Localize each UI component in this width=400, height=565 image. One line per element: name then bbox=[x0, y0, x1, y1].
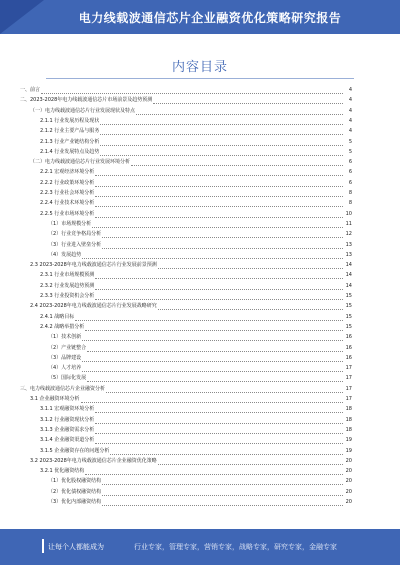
toc-entry-label: 2.2.4 行业技术环境分析 bbox=[40, 200, 95, 207]
toc-entry-page: 15 bbox=[345, 303, 352, 310]
toc-leader-dots bbox=[95, 200, 343, 207]
toc-entry[interactable] bbox=[40, 292, 352, 301]
toc-entry-page: 13 bbox=[345, 241, 352, 248]
toc-entry-page: 4 bbox=[348, 128, 352, 135]
toc-entry[interactable] bbox=[40, 148, 352, 157]
toc-entry-page: 20 bbox=[345, 457, 352, 464]
toc-entry-page: 15 bbox=[345, 323, 352, 330]
toc-entry[interactable] bbox=[48, 364, 352, 373]
toc-leader-dots bbox=[82, 334, 343, 341]
toc-entry-label: 2.2.5 行业市场环境分析 bbox=[40, 210, 95, 217]
toc-entry-page: 11 bbox=[345, 220, 352, 227]
toc-entry[interactable] bbox=[40, 271, 352, 280]
toc-leader-dots bbox=[95, 293, 343, 300]
toc-leader-dots bbox=[106, 386, 343, 393]
toc-entry-page: 4 bbox=[348, 107, 352, 114]
toc-entry-label: 2.3.3 行业投资机会分析 bbox=[40, 293, 95, 299]
toc-leader-dots bbox=[87, 375, 343, 382]
toc-entry-page: 15 bbox=[345, 313, 352, 320]
toc-entry[interactable] bbox=[48, 477, 352, 486]
toc-entry-page: 20 bbox=[345, 478, 352, 485]
toc-leader-dots bbox=[100, 149, 343, 156]
toc-entry-page: 4 bbox=[348, 87, 352, 93]
toc-entry-label: （4）人才培养 bbox=[48, 365, 82, 372]
toc-leader-dots bbox=[95, 406, 343, 413]
toc-entry[interactable] bbox=[40, 179, 352, 188]
toc-entry-page: 8 bbox=[348, 200, 352, 207]
toc-entry-page: 20 bbox=[345, 499, 352, 505]
toc-entry-label: 3.2 2023-2028年电力线载波通信芯片企业融资优化策略 bbox=[30, 457, 157, 464]
toc-entry-page: 5 bbox=[348, 138, 352, 145]
toc-entry-label: 3.1.5 企业融资存在的问题分析 bbox=[40, 447, 110, 454]
toc-leader-dots bbox=[100, 139, 343, 146]
toc-entry-page: 15 bbox=[345, 293, 352, 299]
toc-leader-dots bbox=[131, 159, 343, 166]
toc-leader-dots bbox=[82, 365, 343, 372]
toc-heading: 内容目录 bbox=[171, 60, 228, 75]
toc-entry[interactable] bbox=[48, 220, 352, 229]
toc-entry[interactable] bbox=[40, 168, 352, 177]
toc-entry-label: （2）行业竞争格局分析 bbox=[48, 231, 102, 238]
toc-leader-dots bbox=[95, 169, 343, 176]
toc-entry-page: 10 bbox=[345, 210, 352, 217]
toc-entry[interactable] bbox=[40, 436, 352, 445]
toc-entry-label: 2.4.2 战略举措分析 bbox=[40, 323, 85, 330]
toc-entry-page: 4 bbox=[348, 97, 352, 104]
footer-band bbox=[0, 529, 400, 565]
toc-entry[interactable] bbox=[40, 416, 352, 425]
toc-leader-dots bbox=[158, 262, 343, 269]
toc-entry-label: （3）优化内部融资结构 bbox=[48, 499, 102, 505]
toc-leader-dots bbox=[41, 87, 343, 94]
toc-entry-label: 3.1.4 企业融资渠道分析 bbox=[40, 437, 95, 444]
toc-leader-dots bbox=[95, 283, 343, 290]
toc-entry-page: 18 bbox=[345, 406, 352, 413]
toc-leader-dots bbox=[110, 448, 343, 455]
header-corner-accent bbox=[0, 0, 44, 34]
footer-divider-mark bbox=[42, 539, 44, 553]
toc-entry-label: 2.1.3 行业产业链结构分析 bbox=[40, 138, 100, 145]
toc-entry-label: 3.1 企业融资环境分析 bbox=[30, 396, 80, 402]
toc-entry-label: 3.1.3 企业融资需求分析 bbox=[40, 426, 95, 433]
toc-entry[interactable] bbox=[48, 241, 352, 250]
toc-leader-dots bbox=[158, 303, 343, 310]
toc-entry-page: 17 bbox=[345, 375, 352, 382]
toc-entry[interactable] bbox=[40, 323, 352, 332]
toc-entry-page: 17 bbox=[345, 365, 352, 372]
toc-entry-page: 14 bbox=[345, 262, 352, 269]
toc-entry-label: （1）优化股权融资结构 bbox=[48, 478, 102, 485]
toc-entry-label: 2.2.1 宏观经济环境分析 bbox=[40, 169, 95, 176]
toc-entry-page: 6 bbox=[348, 169, 352, 176]
toc-leader-dots bbox=[136, 108, 343, 115]
toc-entry[interactable] bbox=[20, 385, 352, 394]
toc-entry[interactable] bbox=[48, 498, 352, 507]
report-title: 电力线载波通信芯片企业融资优化策略研究报告 bbox=[78, 11, 342, 25]
toc-entry[interactable] bbox=[40, 405, 352, 414]
toc-entry[interactable] bbox=[40, 426, 352, 435]
toc-entry[interactable] bbox=[30, 395, 352, 404]
toc-entry[interactable] bbox=[30, 158, 352, 167]
toc-leader-dots bbox=[158, 458, 343, 465]
toc-entry-label: 2.3.1 行业市场规模预测 bbox=[40, 272, 95, 279]
toc-entry-page: 20 bbox=[345, 468, 352, 475]
toc-entry[interactable] bbox=[30, 302, 352, 311]
toc-entry-page: 8 bbox=[348, 190, 352, 196]
toc-leader-dots bbox=[102, 478, 343, 485]
toc-entry-label: 二、2023-2028年电力线载波通信芯片市场前景及趋势预测 bbox=[20, 97, 153, 104]
footer-slogan-right: 行业专家，管理专家，营销专家，战略专家，研究专家，金融专家 bbox=[134, 543, 337, 551]
toc-entry-label: 2.2.2 行业政策环境分析 bbox=[40, 179, 95, 186]
toc-entry[interactable] bbox=[40, 447, 352, 456]
toc-entry[interactable] bbox=[40, 313, 352, 322]
toc-leader-dots bbox=[85, 468, 343, 475]
toc-leader-dots bbox=[82, 355, 343, 362]
toc-entry-label: （5）国际化发展 bbox=[48, 375, 87, 382]
toc-entry-page: 14 bbox=[345, 272, 352, 279]
toc-leader-dots bbox=[95, 437, 343, 444]
toc-entry[interactable] bbox=[40, 467, 352, 476]
toc-entry-page: 17 bbox=[345, 396, 352, 402]
toc-entry[interactable] bbox=[48, 251, 352, 260]
toc-entry-label: 3.1.2 行业融资现状分析 bbox=[40, 416, 95, 423]
toc-entry[interactable] bbox=[30, 261, 352, 270]
toc-leader-dots bbox=[102, 242, 343, 249]
toc-entry[interactable] bbox=[48, 354, 352, 363]
toc-entry-label: （3）品牌建设 bbox=[48, 354, 82, 361]
toc-leader-dots bbox=[100, 118, 343, 125]
toc-entry-page: 16 bbox=[345, 334, 352, 341]
toc-leader-dots bbox=[87, 345, 343, 352]
toc-entry[interactable] bbox=[40, 199, 352, 208]
header-band bbox=[0, 0, 400, 34]
toc-entry[interactable] bbox=[48, 488, 352, 497]
toc-entry-label: 3.1.1 宏观融资环境分析 bbox=[40, 406, 95, 413]
toc-entry-page: 4 bbox=[348, 117, 352, 124]
toc-entry-label: （3）行业进入壁垒分析 bbox=[48, 241, 102, 248]
toc-entry[interactable] bbox=[20, 86, 352, 95]
toc-entry-label: （2）优化债权融资结构 bbox=[48, 488, 102, 495]
toc-entry[interactable] bbox=[48, 230, 352, 239]
toc-entry[interactable] bbox=[30, 457, 352, 466]
toc-entry-label: 2.1.2 行业主要产品与服务 bbox=[40, 128, 100, 135]
toc-entry-label: （一）电力线载波通信芯片行业发展现状及特点 bbox=[30, 107, 136, 114]
toc-entry-page: 20 bbox=[345, 488, 352, 495]
toc-entry-page: 12 bbox=[345, 231, 352, 238]
toc-entry-page: 19 bbox=[345, 447, 352, 454]
toc-entry-label: 三、电力线载波通信芯片企业融资分析 bbox=[20, 385, 106, 392]
toc-entry[interactable] bbox=[40, 127, 352, 136]
toc-entry-page: 6 bbox=[348, 159, 352, 166]
toc-entry-label: （2）产业链整合 bbox=[48, 344, 87, 351]
toc-entry-page: 6 bbox=[348, 179, 352, 186]
toc-leader-dots bbox=[102, 489, 343, 496]
toc-entry-page: 19 bbox=[345, 437, 352, 444]
toc-leader-dots bbox=[92, 221, 343, 228]
toc-entry-page: 5 bbox=[348, 148, 352, 155]
toc-leader-dots bbox=[85, 324, 343, 331]
toc-leader-dots bbox=[95, 190, 343, 197]
toc-leader-dots bbox=[95, 180, 343, 187]
toc-entry[interactable] bbox=[48, 344, 352, 353]
toc-entry[interactable] bbox=[40, 138, 352, 147]
toc-entry-label: （4）发展趋势 bbox=[48, 251, 82, 258]
toc-entry[interactable] bbox=[48, 333, 352, 342]
toc-entry-page: 13 bbox=[345, 251, 352, 258]
toc-entry-page: 14 bbox=[345, 282, 352, 289]
toc-entry-label: 2.4.1 战略目标 bbox=[40, 313, 75, 320]
toc-entry-label: 2.3.2 行业发展趋势预测 bbox=[40, 282, 95, 289]
toc-entry[interactable] bbox=[40, 117, 352, 126]
toc-entry-label: 一、前言 bbox=[20, 87, 41, 93]
toc-entry[interactable] bbox=[40, 189, 352, 198]
toc-entry[interactable] bbox=[40, 210, 352, 219]
toc-leader-dots bbox=[100, 128, 343, 135]
toc-entry-label: （二）电力线载波通信芯片行业发展环境分析 bbox=[30, 159, 131, 166]
toc-entry-label: 2.1.1 行业发展历程及现状 bbox=[40, 117, 100, 124]
toc-leader-dots bbox=[95, 211, 343, 218]
toc-entry[interactable] bbox=[48, 374, 352, 383]
toc-leader-dots bbox=[102, 499, 343, 506]
toc-entry-label: （1）技术创新 bbox=[48, 334, 82, 341]
toc-entry-page: 18 bbox=[345, 426, 352, 433]
toc-entry-label: 2.3 2023-2028年电力线载波通信芯片行业发展前景预测 bbox=[30, 262, 157, 269]
toc-entry-label: （1）市场规模分析 bbox=[48, 220, 92, 227]
toc-entry-label: 3.2.1 优化融资结构 bbox=[40, 468, 85, 475]
footer-slogan-left: 让每个人都能成为 bbox=[48, 543, 104, 551]
toc-entry[interactable] bbox=[30, 107, 352, 116]
toc-entry-page: 17 bbox=[345, 385, 352, 392]
toc-entry-label: 2.2.3 行业社会环境分析 bbox=[40, 190, 95, 196]
toc-divider bbox=[46, 78, 354, 79]
toc-entry[interactable] bbox=[40, 282, 352, 291]
toc-leader-dots bbox=[82, 252, 343, 259]
toc-entry-page: 16 bbox=[345, 344, 352, 351]
toc-leader-dots bbox=[95, 272, 343, 279]
toc-entry-page: 18 bbox=[345, 416, 352, 423]
toc-entry[interactable] bbox=[20, 96, 352, 105]
toc-leader-dots bbox=[153, 97, 343, 104]
toc-entry-label: 2.4 2023-2028年电力线载波通信芯片行业发展战略研究 bbox=[30, 303, 157, 310]
toc-leader-dots bbox=[95, 417, 343, 424]
toc-leader-dots bbox=[81, 396, 343, 403]
toc-leader-dots bbox=[75, 314, 343, 321]
toc-leader-dots bbox=[102, 231, 343, 238]
toc-leader-dots bbox=[95, 427, 343, 434]
toc-entry-page: 16 bbox=[345, 354, 352, 361]
toc-entry-label: 2.1.4 行业发展特点及趋势 bbox=[40, 148, 100, 155]
